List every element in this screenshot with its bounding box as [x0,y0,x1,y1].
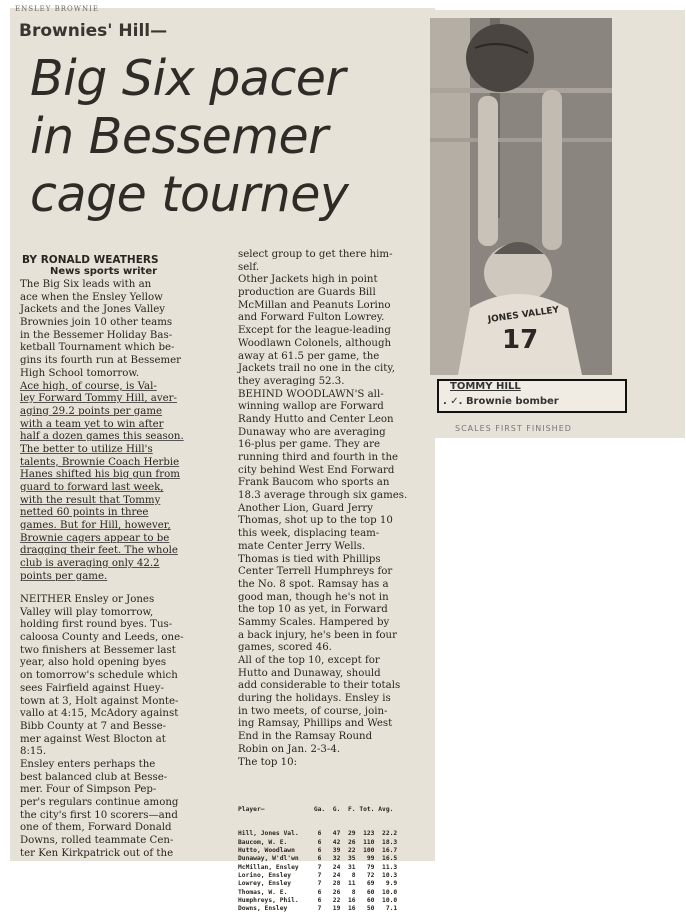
caption-subtitle: . ✓. Brownie bomber [443,396,559,407]
paragraph-line: gins its fourth run at Bessemer [20,355,182,367]
player-photo [430,18,612,375]
table-row: McMillan, Ensley 7 24 31 79 11.3 [238,863,398,871]
column-a [20,279,216,584]
paragraph-line: a back injury, he's been in four [238,629,397,641]
paragraph-line: High School tomorrow. [20,367,140,379]
paragraph-line: and Forward Fulton Lowrey. [238,312,385,324]
paragraph-line: Center Terrell Humphreys for [238,566,393,578]
headline-line: Big Six pacer [30,50,346,107]
paragraph-line: McMillan and Peanuts Lorino [238,299,391,311]
table-row: Hill, Jones Val. 6 47 29 123 22.2 [238,830,398,838]
caption-name: TOMMY HILL [450,381,521,392]
paragraph-line: self. [238,261,260,273]
paragraph-line: sees Fairfield against Huey- [20,682,164,694]
column-a2 [20,594,216,860]
paragraph-line: dragging their feet. The whole [20,545,178,557]
paragraph-line: add considerable to their totals [238,680,401,692]
paragraph-line: games, scored 46. [238,642,332,654]
table-row: Baucom, W. E. 6 42 26 110 18.3 [238,838,398,846]
paragraph-line: 8:15. [20,746,47,758]
paragraph-line: Thomas, shot up to the top 10 [238,515,393,527]
paragraph-line: good man, though he's not in [238,591,389,603]
paragraph-line: the No. 8 spot. Ramsay has a [238,578,389,590]
paragraph-line: All of the top 10, except for [238,655,380,666]
paragraph-line: with a team yet to win after [20,418,164,430]
table-row: Downs, Ensley 7 19 16 50 7.1 [238,905,398,913]
paragraph-line: Dunaway who are averaging [238,426,386,438]
next-article-fragment: SCALES FIRST FINISHED [455,424,572,433]
paragraph-line: Downs, rolled teammate Cen- [20,835,174,847]
paragraph-line: Hutto and Dunaway, should [238,667,381,679]
paragraph-line: town at 3, Holt against Monte- [20,695,179,707]
paragraph-line: the top 10 as yet, in Forward [238,604,388,616]
paragraph-line: city behind West End Forward [238,464,395,476]
paragraph-line: vallo at 4:15, McAdory against [20,708,179,720]
paragraph-line: club is averaging only 42.2 [20,558,160,570]
scoring-table [238,789,398,913]
column-b [238,249,428,769]
paragraph-line: per's regulars continue among [20,797,179,808]
paragraph-line: ley Forward Tommy Hill, aver- [20,393,177,405]
paragraph-line: year, also hold opening byes [20,657,167,669]
paragraph-line: The top 10: [238,756,298,768]
header-strip: ENSLEY BROWNIE [15,5,99,13]
paragraph-line: Jackets and the Jones Valley [20,304,166,316]
player-photo-drawing [430,18,612,375]
table-row: Hutto, Woodlawn 6 39 22 100 16.7 [238,847,398,855]
table-row: Humphreys, Phil. 6 22 16 60 10.0 [238,896,398,904]
paragraph-line: one of them, Forward Donald [20,822,172,834]
paragraph-line: Another Lion, Guard Jerry [238,502,374,514]
jersey-lettering: JONES VALLEY [487,305,560,326]
paragraph-line: Robin on Jan. 2-3-4. [238,743,341,755]
table-row: Lowrey, Ensley 7 28 11 69 9.9 [238,880,398,888]
paragraph-line: best balanced club at Besse- [20,771,168,783]
paragraph-line: Ensley enters perhaps the [20,758,156,770]
paragraph-line: on tomorrow's schedule which [20,670,178,682]
paragraph-line: ing Ramsay, Phillips and West [238,718,393,730]
paragraph-line: games. But for Hill, however, [20,520,171,532]
kicker: Brownies' Hill— [19,21,168,41]
table-header: Player— Ga. G. F. Tot. Avg. [238,805,394,813]
table-row: Thomas, W. E. 6 26 8 60 10.0 [238,888,398,896]
paragraph-line: caloosa County and Leeds, one- [20,632,184,644]
paragraph-line: in two meets, of course, join- [238,705,388,717]
paragraph-line: ketball Tournament which be- [20,342,175,354]
paragraph-line: Sammy Scales. Hampered by [238,616,390,628]
paragraph-line: mer. Four of Simpson Pep- [20,784,157,796]
paragraph-line: End in the Ramsay Round [238,731,373,743]
jersey-number: 17 [502,325,539,355]
paragraph-line: BEHIND WOODLAWN'S all- [238,388,384,400]
paragraph-line: half a dozen games this season. [20,431,184,443]
paragraph-line: The Big Six leads with an [20,279,152,290]
paragraph-line: netted 60 points in three [20,507,149,519]
paragraph-line: 16-plus per game. They are [238,439,380,451]
paragraph-line: production are Guards Bill [238,287,376,299]
paragraph-line: running third and fourth in the [238,452,399,463]
paragraph-line: The better to utilize Hill's [20,443,153,455]
paragraph-line: Valley will play tomorrow, [20,606,154,618]
headline-line: in Bessemer [30,108,328,165]
paragraph-line: aging 29.2 points per game [20,405,163,417]
paragraph-line: Randy Hutto and Center Leon [238,413,394,425]
paragraph-line: ace when the Ensley Yellow [20,291,163,303]
paragraph-line: with the result that Tommy [20,494,161,506]
paragraph-line: this week, displacing team- [238,528,380,540]
table-row: Lorino, Ensley 7 24 8 72 10.3 [238,871,398,879]
byline-title: News sports writer [50,266,158,277]
paragraph-line: during the holidays. Ensley is [238,693,391,705]
paragraph-line: the city's first 10 scorers—and [20,809,178,821]
byline: BY RONALD WEATHERS [22,254,159,266]
paragraph-line: select group to get there him- [238,249,393,260]
paragraph-line: mer against West Blocton at [20,733,166,745]
paragraph-line: Hanes shifted his big gun from [20,469,180,481]
paragraph-line: ter Ken Kirkpatrick out of the [20,847,174,859]
paragraph-line: NEITHER Ensley or Jones [20,594,155,605]
headline [30,50,425,224]
paragraph-line: Frank Baucom who sports an [238,477,390,489]
paragraph-line: away at 61.5 per game, the [238,350,380,362]
paragraph-line: two finishers at Bessemer last [20,644,176,656]
paragraph-line: Other Jackets high in point [238,274,378,286]
paragraph-line: holding first round byes. Tus- [20,619,173,631]
paragraph-line: Thomas is tied with Phillips [238,553,381,565]
paragraph-line: Except for the league-leading [238,325,391,337]
headline-line: cage tourney [30,166,349,223]
paragraph-line: Woodlawn Colonels, although [238,337,392,349]
paragraph-line: winning wallop are Forward [238,401,384,413]
paragraph-line: Brownies join 10 other teams [20,317,173,329]
paragraph-line: in the Bessemer Holiday Bas- [20,329,173,341]
paragraph-line: talents, Brownie Coach Herbie [20,456,180,468]
paragraph-line: they averaging 52.3. [238,375,345,387]
paragraph-line: Jackets trail no one in the city, [238,363,395,375]
paragraph-line: mate Center Jerry Wells. [238,540,366,552]
paragraph-line: guard to forward last week, [20,482,164,493]
paragraph-line: Bibb County at 7 and Besse- [20,720,167,732]
paragraph-line: 18.3 average through six games. [238,490,408,502]
paragraph-line: points per game. [20,570,108,582]
paragraph-line: Brownie cagers appear to be [20,532,170,544]
table-row: Dunaway, W'dl'wn 6 32 35 99 16.5 [238,855,398,863]
paragraph-line: Ace high, of course, is Val- [20,380,157,392]
